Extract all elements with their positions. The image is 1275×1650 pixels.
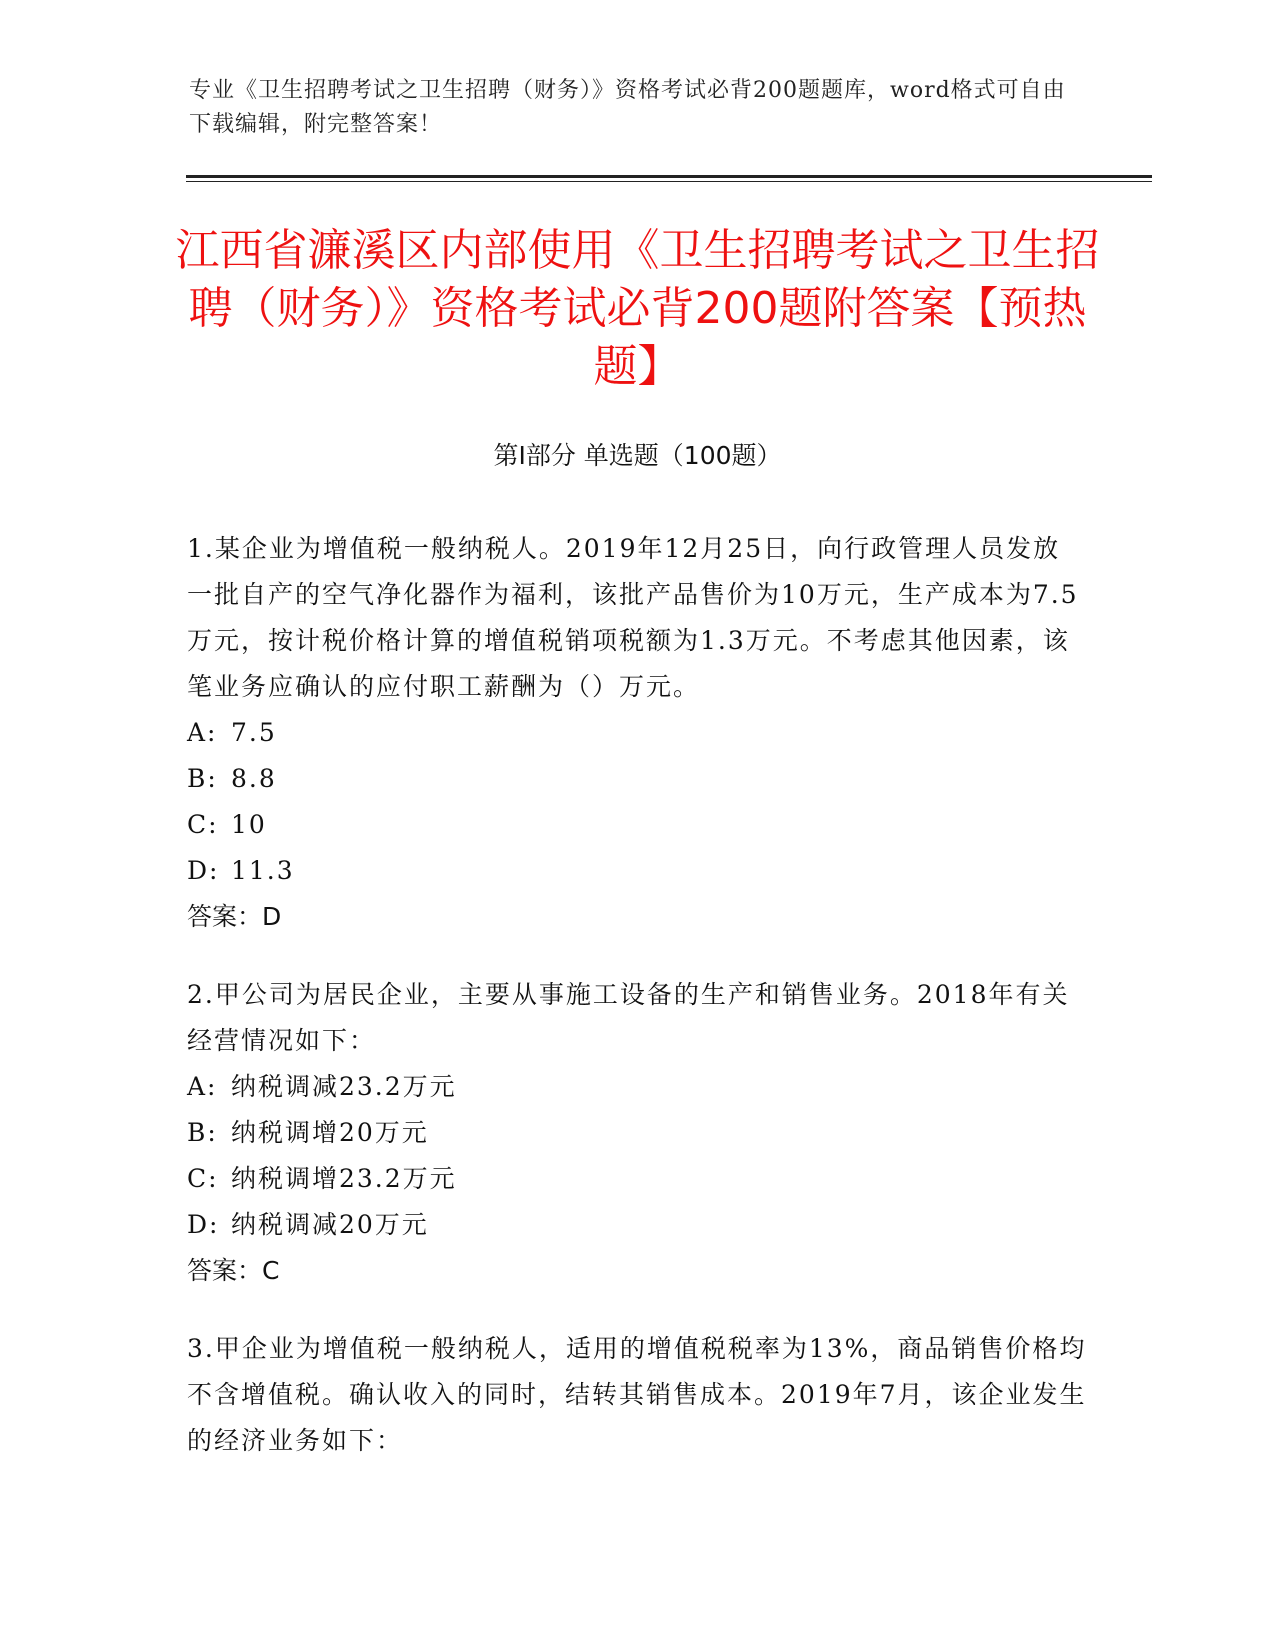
- option-c: [187, 802, 1087, 848]
- header-note: 专业《卫生招聘考试之卫生招聘（财务）》资格考试必背200题题库，word格式可自由下载编辑，附完整答案！: [189, 78, 1066, 137]
- option-a: [187, 1064, 1087, 1110]
- option-text: 纳税调增20万元: [231, 1118, 429, 1147]
- option-letter: A:: [187, 1072, 218, 1101]
- header-rule-thin: [186, 181, 1152, 182]
- option-letter: C:: [187, 810, 219, 839]
- question-list: [187, 526, 1087, 1496]
- option-text: 7.5: [231, 718, 277, 747]
- answer-line: 答案：D: [187, 902, 282, 931]
- option-letter: D:: [187, 856, 220, 885]
- document-title: 江西省濂溪区内部使用《卫生招聘考试之卫生招聘（财务）》资格考试必背200题附答案【预热题】: [175, 225, 1100, 392]
- option-letter: D:: [187, 1210, 220, 1239]
- question-stem: 3.甲企业为增值税一般纳税人，适用的增值税税率为13%，商品销售价格均不含增值税。确认收入的同时，结转其销售成本。2019年7月，该企业发生的经济业务如下：: [187, 1334, 1087, 1455]
- header-rule-thick: [186, 175, 1152, 178]
- question-3: [187, 1326, 1087, 1464]
- option-a: [187, 710, 1087, 756]
- question-1: [187, 526, 1087, 940]
- option-list: [187, 1064, 1087, 1248]
- option-letter: A:: [187, 718, 218, 747]
- option-b: [187, 756, 1087, 802]
- option-text: 11.3: [231, 856, 295, 885]
- option-d: [187, 1202, 1087, 1248]
- option-b: [187, 1110, 1087, 1156]
- section-heading: 第Ⅰ部分 单选题（100题）: [493, 441, 782, 470]
- option-text: 8.8: [231, 764, 277, 793]
- option-c: [187, 1156, 1087, 1202]
- option-letter: B:: [187, 764, 218, 793]
- option-list: [187, 710, 1087, 894]
- option-text: 纳税调增23.2万元: [231, 1164, 457, 1193]
- question-stem: 1.某企业为增值税一般纳税人。2019年12月25日，向行政管理人员发放一批自产的空气净化器作为福利，该批产品售价为10万元，生产成本为7.5万元，按计税价格计算的增值税销项税额为1.3万元。不考虑其他因素，该笔业务应确认的应付职工薪酬为（）万元。: [187, 534, 1079, 701]
- option-text: 纳税调减23.2万元: [231, 1072, 457, 1101]
- option-letter: C:: [187, 1164, 219, 1193]
- option-letter: B:: [187, 1118, 218, 1147]
- option-d: [187, 848, 1087, 894]
- answer-line: 答案：C: [187, 1256, 280, 1285]
- option-text: 10: [231, 810, 267, 839]
- option-text: 纳税调减20万元: [231, 1210, 429, 1239]
- question-2: [187, 972, 1087, 1294]
- question-stem: 2.甲公司为居民企业，主要从事施工设备的生产和销售业务。2018年有关经营情况如下：: [187, 980, 1070, 1055]
